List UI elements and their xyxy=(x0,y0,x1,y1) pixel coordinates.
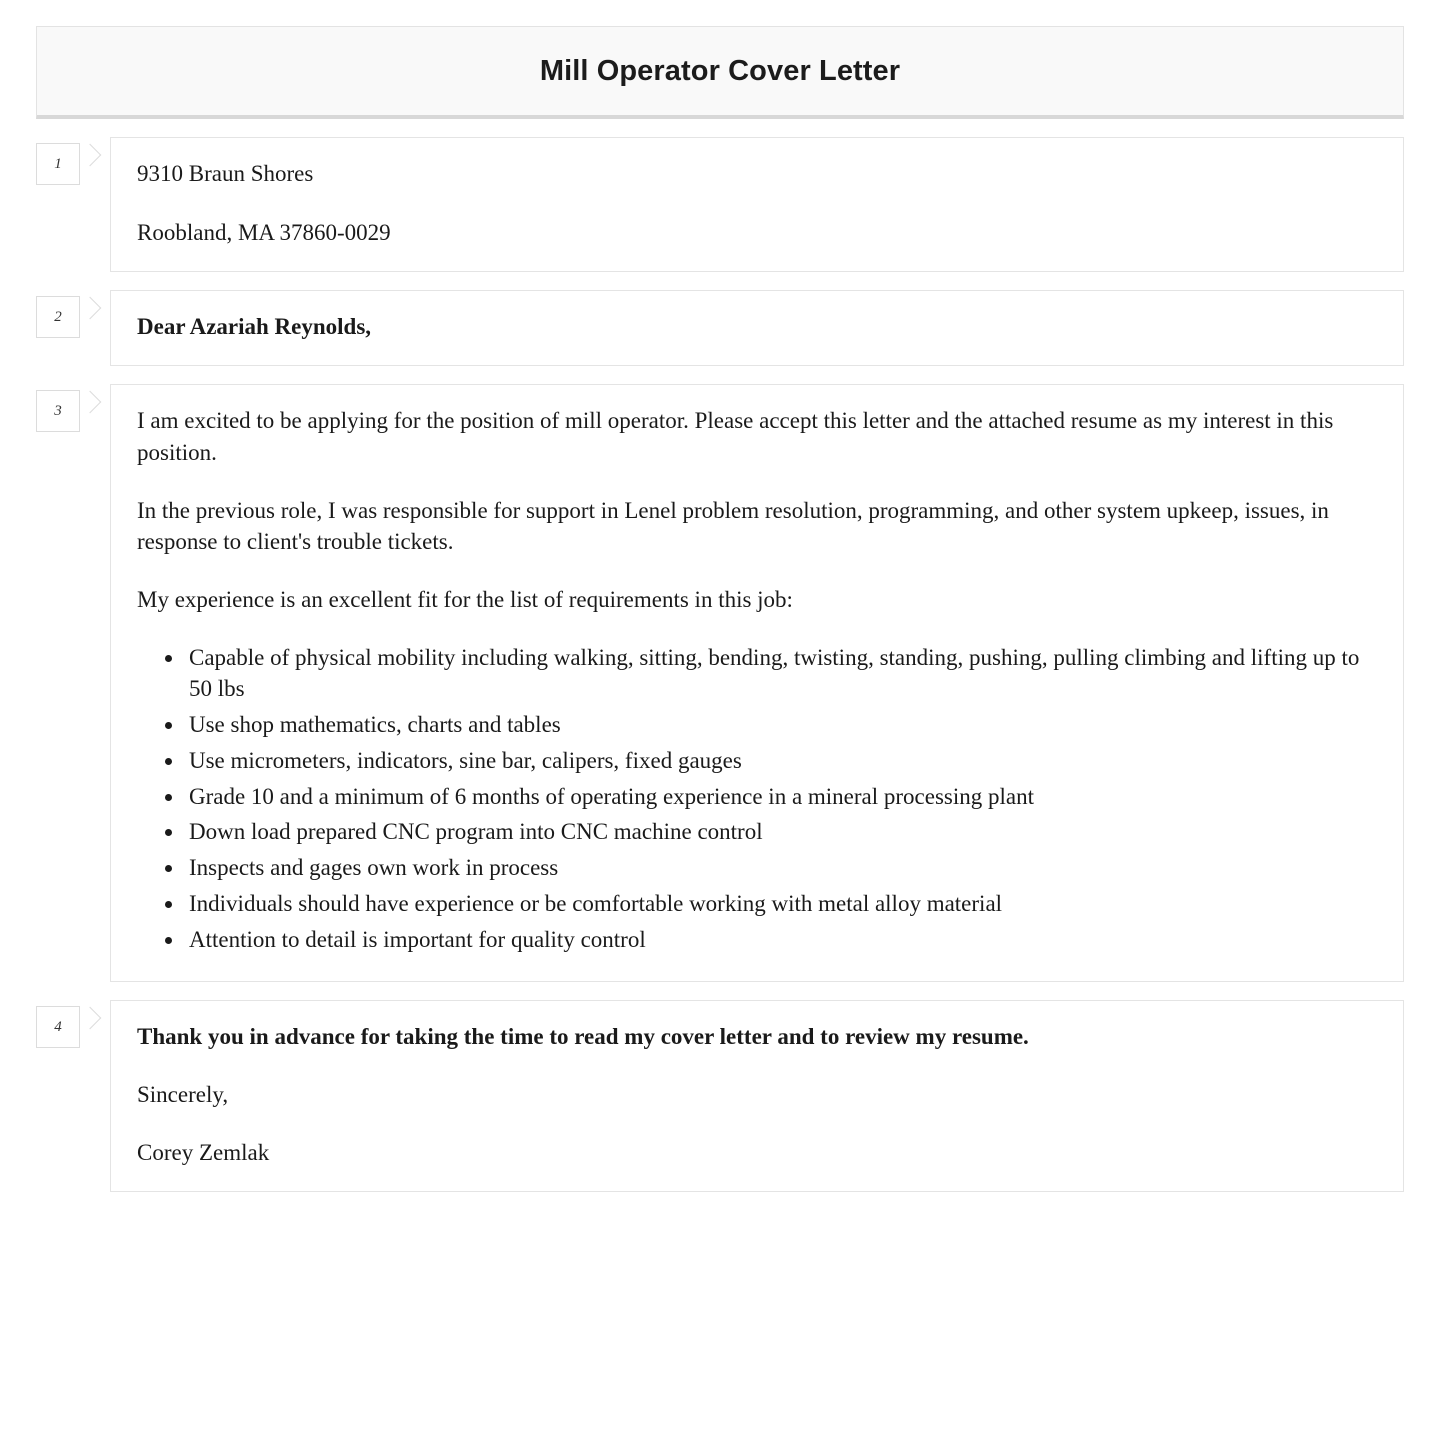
list-item: • Inspects and gages own work in process xyxy=(185,852,1377,884)
document-header xyxy=(36,26,1404,119)
list-item: • Capable of physical mobility including walking, sitting, bending, twisting, standing, pushing, pulling climbing and lifting up to 50 lbs xyxy=(185,642,1377,705)
block-pointer-icon xyxy=(80,1006,110,1046)
body-paragraph-2: In the previous role, I was responsible for support in Lenel problem resolution, programming, and other system upkeep, issues, in response to client's trouble tickets. xyxy=(137,497,1329,555)
list-item: • Use micrometers, indicators, sine bar, calipers, fixed gauges xyxy=(185,745,1377,777)
letter-block-body xyxy=(36,384,1404,982)
requirements-list xyxy=(137,642,1377,956)
signoff-text: Sincerely, xyxy=(137,1082,229,1108)
body-block-body[interactable] xyxy=(110,384,1404,982)
list-item: • Attention to detail is important for quality control xyxy=(185,924,1377,956)
signature-name: Corey Zemlak xyxy=(137,1139,270,1165)
thank-you-text: Thank you in advance for taking the time to read my cover letter and to review my resume. xyxy=(137,1024,1029,1050)
letter-block-closing xyxy=(36,1000,1404,1191)
list-item: • Grade 10 and a minimum of 6 months of operating experience in a mineral processing plant xyxy=(185,781,1377,813)
block-number-badge: 2 xyxy=(36,296,80,338)
letter-block-address xyxy=(36,137,1404,272)
letter-block-salutation xyxy=(36,290,1404,366)
body-paragraph-3: My experience is an excellent fit for the list of requirements in this job: xyxy=(137,586,793,612)
list-item: • Use shop mathematics, charts and tables xyxy=(185,709,1377,741)
address-line-2: Roobland, MA 37860-0029 xyxy=(137,219,391,245)
block-number-badge: 3 xyxy=(36,390,80,432)
address-block-body[interactable] xyxy=(110,137,1404,272)
list-item: • Down load prepared CNC program into CNC machine control xyxy=(185,816,1377,848)
body-paragraph-1: I am excited to be applying for the position of mill operator. Please accept this letter and the attached resume as my interest in this position. xyxy=(137,408,1334,465)
page-title: Mill Operator Cover Letter xyxy=(539,54,901,87)
salutation-text: Dear Azariah Reynolds, xyxy=(137,314,372,340)
closing-block-body[interactable] xyxy=(110,1000,1404,1191)
block-pointer-icon xyxy=(80,296,110,336)
block-pointer-icon xyxy=(80,390,110,430)
salutation-block-body[interactable] xyxy=(110,290,1404,366)
address-line-1: 9310 Braun Shores xyxy=(137,161,314,186)
block-number-badge: 4 xyxy=(36,1006,80,1048)
list-item: • Individuals should have experience or be comfortable working with metal alloy material xyxy=(185,888,1377,920)
block-number-badge: 1 xyxy=(36,143,80,185)
block-pointer-icon xyxy=(80,143,110,183)
document-page xyxy=(0,26,1440,1222)
